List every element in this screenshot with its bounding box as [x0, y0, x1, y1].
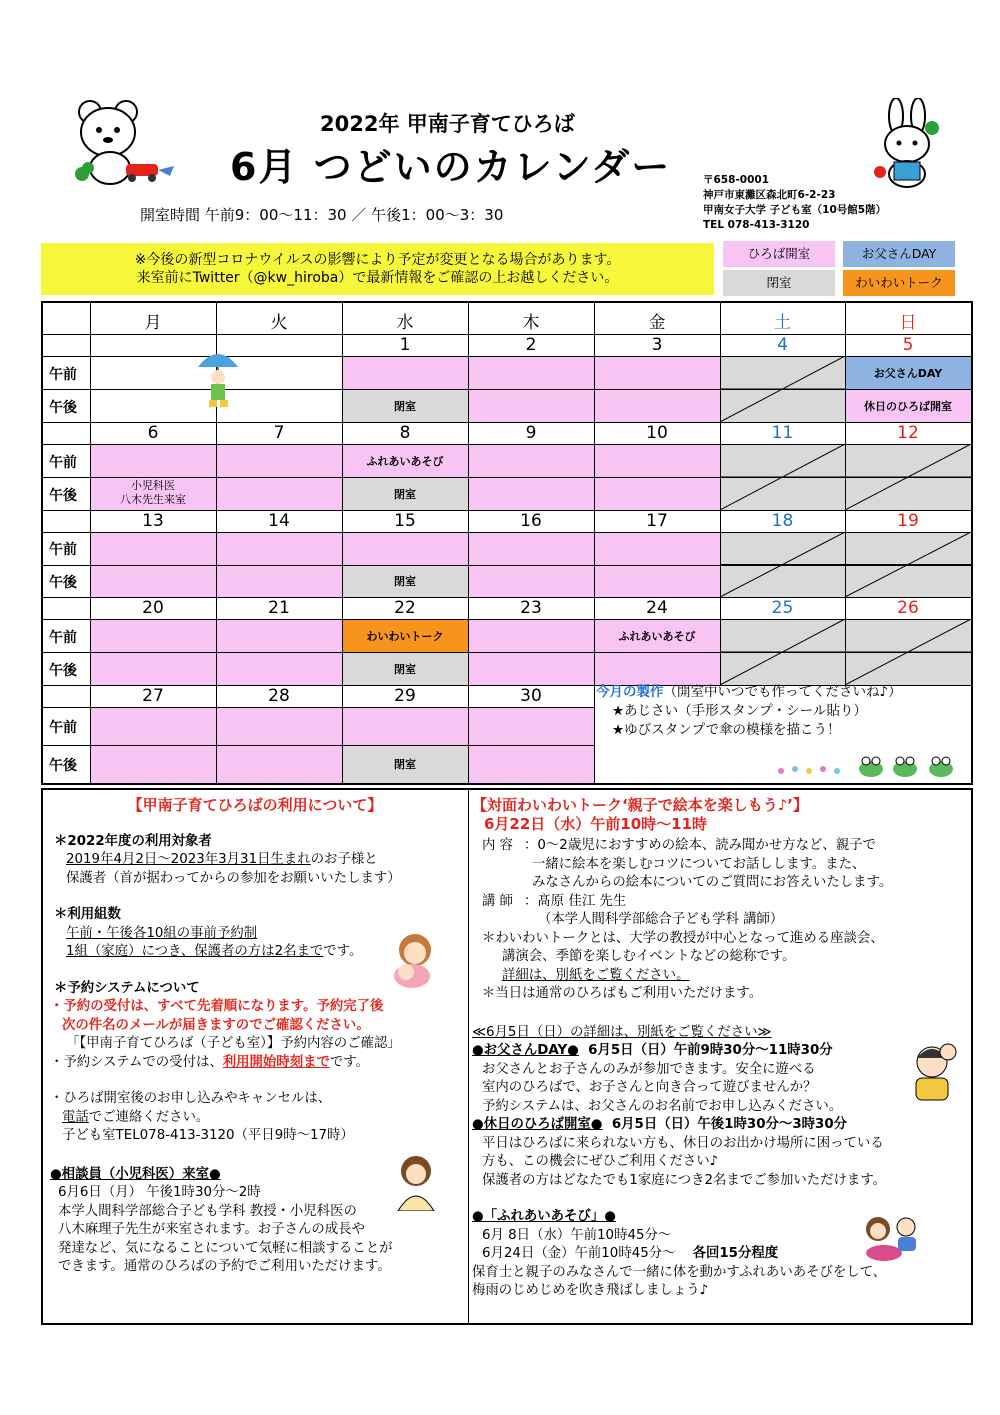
talk-note2: 講演会、季節を楽しむイベントなどの総称です。: [502, 949, 796, 964]
cell-fill: [216, 652, 342, 685]
cell-fill: [594, 477, 720, 510]
consult-body: できます。通常のひろばの予約でご利用いただけます。: [58, 1259, 391, 1274]
talk-heading: 【対面わいわいトーク‘親子で絵本を楽しもう♪’】: [472, 796, 808, 814]
same-day-note: ＊当日は通常のひろばもご利用いただけます。: [482, 986, 763, 1001]
frogs-icon: [771, 749, 971, 779]
calendar-grid: [41, 301, 973, 785]
date-number: 22: [394, 598, 416, 618]
bear-illustration: [68, 98, 178, 190]
fureai-date2: 6月24日（金）午前10時45分〜: [482, 1246, 676, 1261]
fureai-body2: 梅雨のじめじめを吹き飛ばしましょう♪: [472, 1283, 709, 1298]
groups-limit: 1組（家庭）につき、保護者の方は2名まで: [66, 944, 324, 959]
june5-header: ≪6月5日（日）の詳細は、別紙をご覧ください≫: [472, 1024, 772, 1040]
event-label: お父さんDAY: [873, 366, 943, 380]
cell-fill: [468, 477, 594, 510]
legend-talk: わいわいトーク: [843, 270, 955, 296]
event-label: 閉室: [394, 574, 416, 588]
event-label: 休日のひろば開室: [864, 399, 952, 413]
consult-body: 本学人間科学部総合子ども学科 教授・小児科医の: [58, 1203, 357, 1219]
papa-body2: 室内のひろばで、お子さんと向き合って遊びませんか？: [482, 1080, 817, 1095]
papa-day-line: [472, 1042, 968, 1061]
lecturer-affiliation: （本学人間科学部総合子ども学科 講師）: [538, 912, 784, 927]
event-label: ふれあいあそび: [366, 454, 444, 468]
content-text: ：0〜2歳児におすすめの絵本、読み聞かせ方など、親子で: [524, 838, 876, 853]
cell-fill: [216, 477, 342, 510]
date-number: 9: [525, 423, 537, 443]
date-number: 30: [520, 686, 542, 706]
date-number: 29: [394, 686, 416, 706]
weekday-header: 金: [648, 313, 666, 333]
cell-fill: [468, 652, 594, 685]
cell-fill: [90, 619, 216, 652]
booking-start-pre: ・予約システムでの受付は、: [50, 1054, 223, 1070]
date-number: 16: [520, 511, 542, 531]
groups-title: ＊利用組数: [54, 907, 121, 922]
date-number: 7: [273, 423, 285, 443]
cell-fill: [594, 356, 720, 389]
papa-day-title: ●お父さんDAY●: [472, 1043, 579, 1058]
cancel-line2: [50, 1109, 460, 1128]
content-text3: みなさんからの絵本についてのご質問にお答えいたします。: [532, 875, 893, 890]
date-number: 21: [268, 598, 290, 618]
cell-fill: [90, 532, 216, 565]
weekday-header: 土: [774, 313, 791, 333]
am-label: 午前: [49, 366, 77, 383]
pediatric-visit: 小児科医 八木先生来室: [120, 479, 186, 506]
am-label: 午前: [49, 629, 77, 646]
cell-fill: [216, 444, 342, 477]
cell-fill: [216, 532, 342, 565]
date-number: 14: [268, 511, 290, 531]
father-child-illustration: [904, 1040, 960, 1102]
cell-fill: [216, 619, 342, 652]
cell-fill: [468, 619, 594, 652]
usage-heading: 【甲南子育てひろばの利用について】: [127, 796, 383, 814]
craft-title-line: [596, 683, 968, 702]
notice-line: ※今後の新型コロナウイルスの影響により予定が変更となる場合があります。: [134, 252, 621, 268]
staff-illustration: [392, 1153, 440, 1211]
weekday-header: 日: [899, 313, 917, 333]
cell-fill: [216, 707, 342, 745]
talk-content: [472, 837, 968, 856]
am-label: 午前: [49, 720, 77, 736]
craft-item: ★ゆびスタンプで傘の模様を描こう！: [612, 722, 841, 738]
cancel-contact: 子ども室TEL078-413-3120（平日9時〜17時）: [62, 1128, 354, 1143]
event-label: ふれあいあそび: [618, 629, 696, 643]
consult-body: 発達など、気になることについて気軽に相談することが: [58, 1240, 393, 1256]
booking-subject: 「【甲南子育てひろば（子ども室）】予約内容のご確認」: [66, 1036, 401, 1051]
cell-fill: [468, 565, 594, 598]
phone-number: TEL 078-413-3120: [703, 219, 810, 231]
event-label: 閉室: [394, 758, 416, 771]
cell-fill: [90, 565, 216, 598]
papa-body3: 予約システムは、お父さんのお名前でお申し込みください。: [482, 1098, 843, 1114]
weekday-header: 木: [522, 313, 540, 333]
cell-fill: [468, 444, 594, 477]
date-number: 17: [646, 511, 668, 531]
event-label: 閉室: [394, 487, 416, 501]
cell-fill: [468, 532, 594, 565]
booking-rule: ・予約の受付は、すべて先着順になります。予約完了後: [50, 999, 384, 1014]
room-name: 甲南女子大学 子ども室（10号館5階）: [703, 204, 887, 216]
fureai-body: 保育士と親子のみなさんで一緒に体を動かすふれあいあそびをして、: [472, 1264, 887, 1280]
date-number: 25: [771, 598, 794, 618]
target-line: [50, 851, 460, 870]
cell-fill: [594, 565, 720, 598]
date-number: 1: [399, 335, 411, 355]
weekday-header: 月: [144, 313, 162, 333]
talk-note: ＊わいわいトークとは、大学の教授が中心となって進める座談会、: [482, 930, 884, 946]
event-label: わいわいトーク: [366, 629, 444, 643]
consult-body: 八木麻理子先生が来室されます。お子さんの成長や: [58, 1222, 365, 1237]
content-text2: 一緒に絵本を楽しむコツについてお話しします。また、: [532, 856, 866, 872]
holiday-body: 平日はひろばに来られない方も、休日のお出かけ場所に困っている: [482, 1135, 884, 1151]
date-number: 2: [525, 335, 537, 355]
booking-start-end: です。: [329, 1054, 369, 1070]
address-block: [703, 173, 886, 233]
play-illustration: [862, 1211, 922, 1261]
event-label: 閉室: [394, 399, 416, 413]
date-number: 18: [771, 511, 794, 531]
am-label: 午前: [49, 542, 77, 559]
target-title: ＊2022年度の利用対象者: [54, 833, 212, 849]
cell-fill: [468, 745, 594, 783]
cell-fill: [468, 707, 594, 745]
date-number: 19: [897, 511, 919, 531]
cancel-line: ・ひろば開室後のお申し込みやキャンセルは、: [50, 1091, 332, 1106]
date-number: 24: [646, 598, 668, 618]
booking-start: [50, 1054, 460, 1073]
street-address: 神戸市東灘区森北町6-2-23: [703, 189, 836, 201]
date-number: 8: [399, 423, 411, 443]
date-number: 10: [646, 423, 668, 443]
legend-closed: 閉室: [723, 270, 835, 296]
date-number: 11: [771, 423, 794, 443]
cell-fill: [594, 532, 720, 565]
talk-date: 6月22日（水）午前10時〜11時: [484, 814, 708, 833]
craft-item: ★あじさい（手形スタンプ・シール貼り）: [612, 703, 867, 719]
date-number: 28: [268, 686, 290, 706]
lecturer-label: 講 師: [482, 893, 514, 909]
booking-title: ＊予約システムについて: [54, 980, 200, 996]
postal-code: 〒658-0001: [703, 174, 769, 186]
papa-day-time: 6月5日（日）午前9時30分〜11時30分: [588, 1043, 833, 1058]
pm-label: 午後: [49, 399, 77, 416]
cell-fill: [90, 652, 216, 685]
cell-fill: [90, 707, 216, 745]
page-subtitle: 2022年 甲南子育てひろば: [320, 112, 575, 136]
cell-fill: [90, 444, 216, 477]
umbrella-child-icon: [193, 345, 243, 413]
booking-start-time: 利用開始時刻まで: [222, 1054, 330, 1070]
cell-fill: [216, 565, 342, 598]
weekday-header: 火: [270, 313, 288, 333]
pm-label: 午後: [49, 487, 77, 504]
holiday-body3: 保護者の方はどなたでも1家庭につき2名までご参加いただけます。: [482, 1172, 887, 1188]
cell-fill: [594, 652, 720, 685]
covid-notice: [41, 243, 714, 295]
cell-fill: [594, 389, 720, 422]
talk-detail: 詳細は、別紙をご覧ください。: [502, 967, 690, 983]
date-number: 6: [147, 423, 159, 443]
target-rest: のお子様と: [310, 852, 378, 867]
event-label: 閉室: [394, 662, 416, 676]
pm-label: 午後: [49, 758, 77, 774]
legend-papa-day: お父さんDAY: [843, 241, 955, 267]
legend-open: ひろば開室: [723, 241, 835, 267]
mother-baby-illustration: [388, 930, 442, 988]
holiday-body2: 方も、この機会にぜひご利用ください♪: [482, 1154, 719, 1169]
am-label: 午前: [49, 454, 77, 471]
date-number: 12: [897, 423, 919, 443]
date-number: 15: [394, 511, 416, 531]
weekday-header: 水: [396, 313, 414, 333]
craft-note: （開室中いつでも作ってくださいね♪）: [663, 684, 902, 700]
content-label: 内 容: [482, 838, 514, 853]
fureai-date1: 6月 8日（水）午前10時45分〜: [482, 1227, 672, 1243]
date-number: 4: [777, 335, 788, 355]
date-number: 5: [902, 335, 914, 355]
page-title: 6月 つどいのカレンダー: [230, 145, 672, 189]
cancel-rest: でご連絡ください。: [88, 1109, 210, 1125]
consult-date: 6月6日（月） 午後1時30分〜2時: [58, 1185, 261, 1200]
date-number: 20: [142, 598, 164, 618]
talk-lecturer: [472, 893, 968, 912]
cell-fill: [90, 745, 216, 783]
lecturer-name: ：髙原 佳江 先生: [524, 893, 627, 909]
date-number: 27: [142, 686, 164, 706]
craft-title: 今月の製作: [596, 684, 664, 700]
date-number: 23: [520, 598, 542, 618]
holiday-line: [472, 1116, 968, 1135]
cell-fill: [342, 532, 468, 565]
cell-fill: [468, 356, 594, 389]
date-number: 26: [897, 598, 919, 618]
cell-fill: [342, 356, 468, 389]
opening-hours: 開室時間 午前9：00〜11：30 ／ 午後1：00〜3：30: [140, 206, 504, 224]
fureai-duration: 各回15分程度: [692, 1246, 779, 1261]
pm-label: 午後: [49, 574, 77, 591]
cell-fill: [342, 707, 468, 745]
date-number: 13: [142, 511, 164, 531]
target-guardian: 保護者（首が据わってからの参加をお願いいたします）: [66, 870, 401, 886]
groups-end: です。: [323, 944, 363, 959]
pm-label: 午後: [49, 662, 77, 679]
holiday-title: ●休日のひろば開室●: [472, 1117, 603, 1132]
consult-title: ●相談員（小児科医）来室●: [50, 1166, 221, 1182]
date-number: 3: [651, 335, 663, 355]
booking-rule2: 次の件名のメールが届きますのでご確認ください。: [62, 1017, 370, 1033]
birth-range: 2019年4月2日〜2023年3月31日生まれ: [66, 852, 311, 867]
craft-box: [596, 683, 968, 740]
groups-line: 午前・午後各10組の事前予約制: [66, 925, 258, 941]
holiday-time: 6月5日（日）午後1時30分〜3時30分: [611, 1117, 848, 1132]
cancel-phone: 電話: [62, 1109, 89, 1125]
papa-body: お父さんとお子さんのみが参加できます。安全に遊べる: [482, 1061, 816, 1077]
cell-fill: [216, 745, 342, 783]
fureai-title: ●「ふれあいあそび」●: [472, 1209, 616, 1224]
notice-line: 来室前にTwitter（@kw_hiroba）で最新情報をご確認の上お越しください。: [136, 270, 619, 286]
cell-fill: [468, 389, 594, 422]
cell-fill: [594, 444, 720, 477]
